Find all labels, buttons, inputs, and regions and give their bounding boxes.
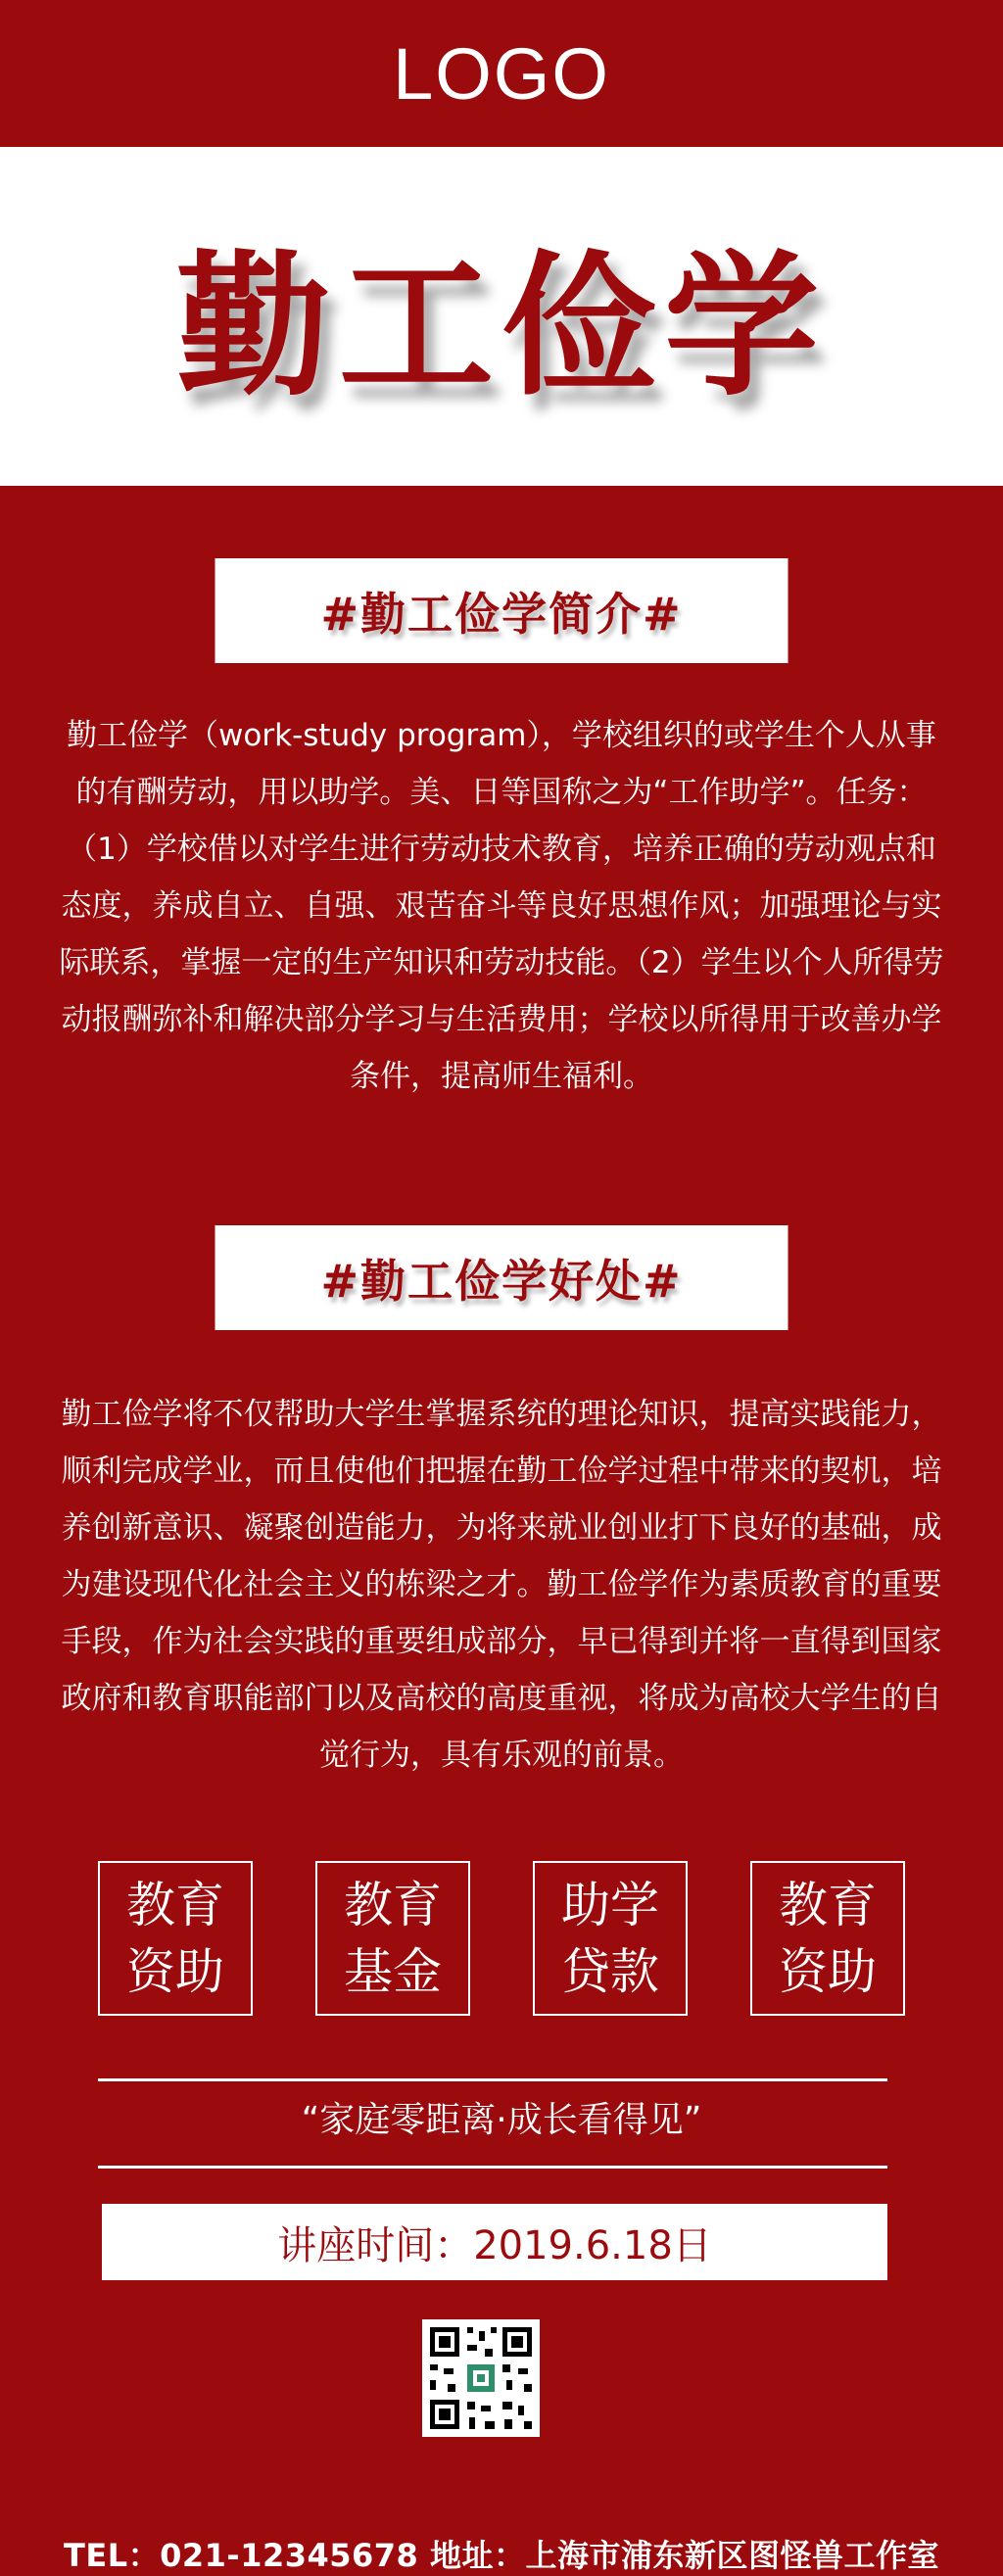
qr-code-icon: [422, 2319, 540, 2437]
tag-box-education-aid-2: [750, 1861, 905, 2016]
footer-contact: TEL：021-12345678 地址：上海市浦东新区图怪兽工作室: [64, 2537, 939, 2574]
lecture-time: 讲座时间：2019.6.18日: [102, 2204, 887, 2280]
tag-line: 助学: [561, 1877, 659, 1933]
benefits-heading: #勤工俭学好处#: [215, 1225, 788, 1330]
divider-top: [98, 2078, 887, 2081]
intro-heading: #勤工俭学简介#: [215, 558, 788, 663]
header-bar: [0, 0, 1003, 147]
benefits-paragraph: 勤工俭学将不仅帮助大学生掌握系统的理论知识，提高实践能力，顺利完成学业，而且使他们把握在勤工俭学过程中带来的契机，培养创新意识、凝聚创造能力，为将来就业创业打下良好的基础，成为建设现代化社会主义的栋梁之才。勤工俭学作为素质教育的重要手段，作为社会实践的重要组成部分，早已得到并将一直得到国家政府和教育职能部门以及高校的高度重视，将成为高校大学生的自觉行为，具有乐观的前景。: [61, 1397, 942, 1773]
slogan: “家庭零距离·成长看得见”: [301, 2100, 702, 2140]
tag-box-education-aid: [98, 1861, 253, 2016]
tag-line: 资助: [126, 1943, 224, 2000]
tag-box-education-fund: [315, 1861, 470, 2016]
hero-band: [0, 147, 1003, 486]
tag-box-student-loan: [533, 1861, 688, 2016]
divider-bottom: [98, 2166, 887, 2169]
tag-boxes: [98, 1861, 905, 2018]
tag-line: 基金: [344, 1943, 442, 2000]
tag-line: 资助: [779, 1943, 877, 2000]
tag-line: 教育: [344, 1877, 442, 1933]
page-title: 勤工俭学: [176, 236, 827, 417]
logo: LOGO: [393, 32, 610, 115]
tag-line: 教育: [779, 1877, 877, 1933]
tag-line: 教育: [126, 1877, 224, 1933]
tag-line: 贷款: [561, 1943, 659, 2000]
intro-paragraph: 勤工俭学（work-study program），学校组织的或学生个人从事的有酬劳动，用以助学。美、日等国称之为“工作助学”。任务：（1）学校借以对学生进行劳动技术教育，培养正确的劳动观点和态度，养成自立、自强、艰苦奋斗等良好思想作风；加强理论与实际联系，掌握一定的生产知识和劳动技能。（2）学生以个人所得劳动报酬弥补和解决部分学习与生活费用；学校以所得用于改善办学条件，提高师生福利。: [59, 718, 944, 1094]
